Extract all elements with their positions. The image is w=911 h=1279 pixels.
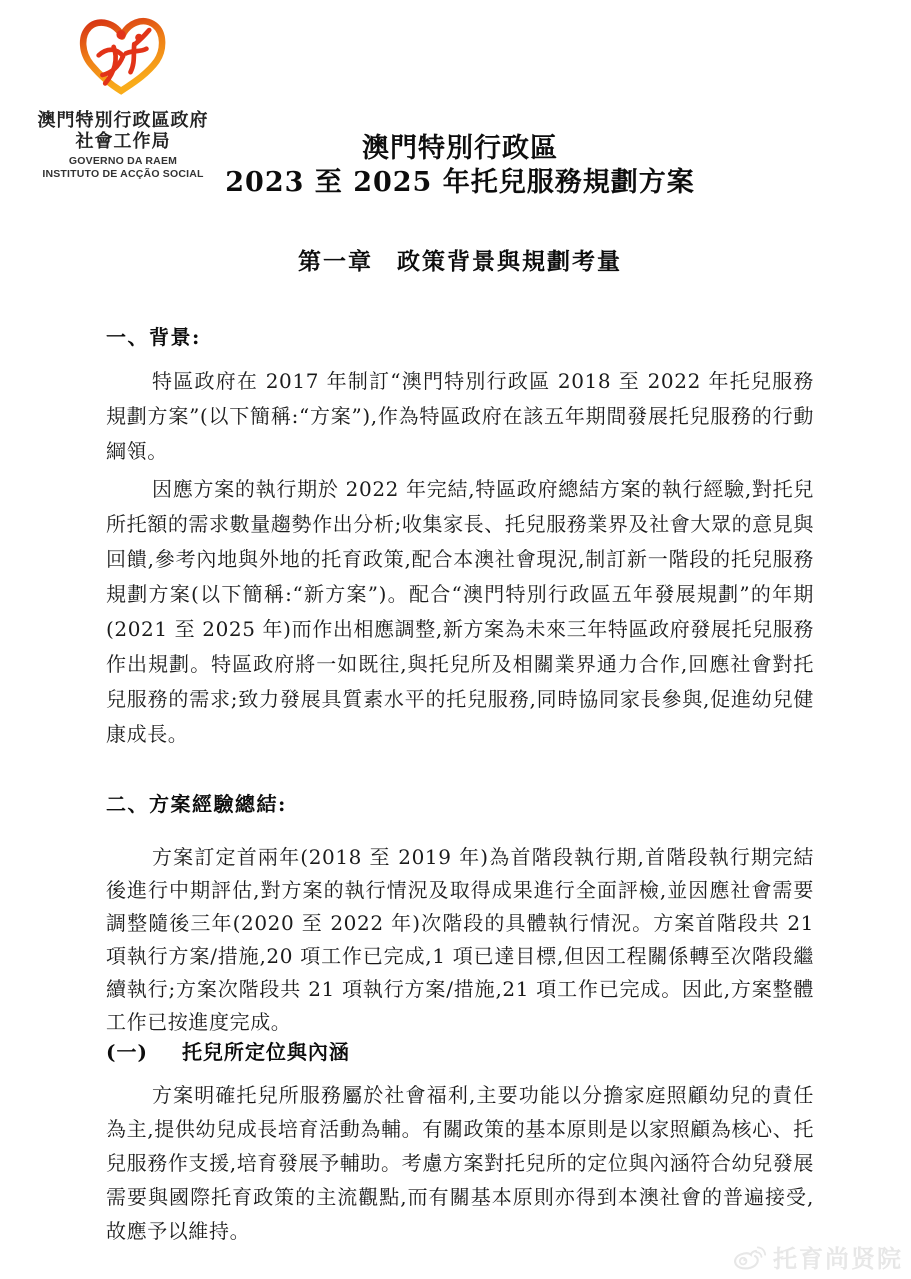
- weibo-pupil: [743, 1258, 745, 1260]
- subsection-heading-positioning: [106, 1039, 814, 1066]
- subsection-number: (一): [106, 1040, 148, 1064]
- agency-name-zh-line2: 社會工作局: [75, 131, 171, 151]
- subsection-title: 托兒所定位與內涵: [181, 1040, 350, 1064]
- paragraph-background-2: 因應方案的執行期於 2022 年完結,特區政府總結方案的執行經驗,對托兒所托額的需求數量趨勢作出分析;收集家長、托兒服務業界及社會大眾的意見與回饋,參考內地與外地的托育政策,配合本澳社會現況,制訂新一階段的托兒服務規劃方案(以下簡稱:“新方案”)。配合“澳門特別行政區五年發展規劃”的年期(2021 至 2025 年)而作出相應調整,新方案為未來三年特區政府發展托兒服務作出規劃。特區政府將一如既往,與托兒所及相關業界通力合作,回應社會對托兒服務的需求;致力發展具質素水平的托兒服務,同時協同家長參與,促進幼兒健康成長。: [106, 477, 814, 746]
- paragraph-experience-summary: 方案訂定首兩年(2018 至 2019 年)為首階段執行期,首階段執行期完結後進行中期評估,對方案的執行情況及取得成果進行全面評檢,並因應社會需要調整隨後三年(2020 至 2022 年)次階段的具體執行情況。方案首階段共 21 項執行方案/措施,20 項工作已完成,1 項已達目標,但因工程關係轉至次階段繼續執行;方案次階段共 21 項執行方案/措施,21 項工作已完成。因此,方案整體工作已按進度完成。: [106, 845, 814, 1034]
- document-body: [106, 0, 814, 1248]
- watermark-text: 托育尚贤院: [773, 1246, 903, 1273]
- weibo-signal-arc-1: [756, 1252, 761, 1257]
- chapter-number: 第一章: [298, 248, 373, 275]
- weibo-eye: [740, 1257, 747, 1264]
- agency-name-zh-line1: 澳門特別行政區政府: [37, 110, 209, 130]
- agency-name-pt-line1: GOVERNO DA RAEM: [68, 155, 178, 167]
- document-title-line2: 2023 至 2025 年托兒服務規劃方案: [225, 167, 695, 198]
- section-heading-experience-summary: 二、方案經驗總結:: [106, 792, 287, 816]
- section-heading-background: 一、背景:: [106, 325, 201, 349]
- agency-name-pt-line2: INSTITUTO DE ACÇÃO SOCIAL: [42, 168, 204, 180]
- weibo-icon: [733, 1243, 767, 1271]
- paragraph-background-1: 特區政府在 2017 年制訂“澳門特別行政區 2018 至 2022 年托兒服務規劃方案”(以下簡稱:“方案”),作為特區政府在該五年期間發展托兒服務的行動綱領。: [106, 369, 814, 463]
- chapter-heading: [106, 246, 814, 278]
- watermark: [733, 1239, 903, 1274]
- paragraph-positioning: 方案明確托兒所服務屬於社會福利,主要功能以分擔家庭照顧幼兒的責任為主,提供幼兒成長培育活動為輔。有關政策的基本原則是以家照顧為核心、托兒服務作支援,培育發展予輔助。考慮方案對托兒所的定位與內涵符合幼兒發展需要與國際托育政策的主流觀點,而有關基本原則亦得到本澳社會的普遍接受,故應予以維持。: [106, 1083, 814, 1243]
- document-title: [106, 132, 814, 200]
- chapter-title: 政策背景與規劃考量: [397, 248, 622, 275]
- document-title-line1: 澳門特別行政區: [362, 133, 558, 164]
